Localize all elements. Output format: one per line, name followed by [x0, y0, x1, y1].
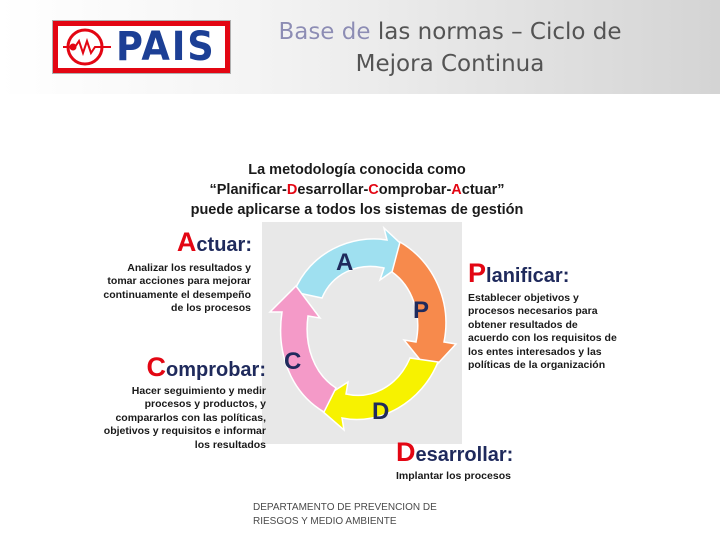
intro-text: [172, 160, 542, 220]
title-highlight: Base de: [278, 19, 371, 45]
logo-globe-icon: [61, 28, 113, 66]
title-line1: las normas – Ciclo de: [370, 19, 622, 45]
cycle-letter-c: C: [284, 348, 302, 375]
intro-line1: La metodología conocida como: [248, 162, 466, 178]
intro-line3: puede aplicarse a todos los sistemas de gestión: [190, 202, 524, 218]
phase-title-comprobar: Comprobar:: [146, 352, 266, 382]
phase-title-planificar: Planificar:: [468, 258, 570, 288]
cycle-letter-a: A: [336, 249, 354, 276]
pais-logo: [52, 20, 231, 74]
phase-desc-planificar: Establecer objetivos y procesos necesarios para obtener resultados de acuerdo con los requisitos de los entes interesados y las políticas de la organización: [468, 292, 617, 372]
footer-department: DEPARTAMENTO DE PREVENCION DE RIESGOS Y MEDIO AMBIENTE: [253, 502, 437, 527]
phase-desc-actuar: Analizar los resultados y tomar acciones para mejorar continuamente el desempeño de los procesos: [103, 262, 251, 315]
title-line2: Mejora Continua: [355, 51, 545, 77]
phase-title-actuar: Actuar:: [176, 227, 252, 257]
logo-text: PAIS: [116, 24, 216, 70]
cycle-letter-p: P: [413, 297, 430, 324]
intro-line2: “Planificar-Desarrollar-Comprobar-Actuar”: [209, 182, 505, 198]
cycle-letter-d: D: [372, 398, 390, 425]
slide-title: [260, 16, 640, 80]
phase-title-desarrollar: Desarrollar:: [396, 437, 514, 467]
slide-header: [0, 0, 720, 94]
pdca-cycle-diagram: [262, 222, 462, 444]
phase-desc-desarrollar: Implantar los procesos: [396, 470, 511, 482]
phase-desc-comprobar: Hacer seguimiento y medir procesos y productos, y compararlos con las políticas, objetivos y requisitos e informar los resultados: [103, 385, 266, 451]
